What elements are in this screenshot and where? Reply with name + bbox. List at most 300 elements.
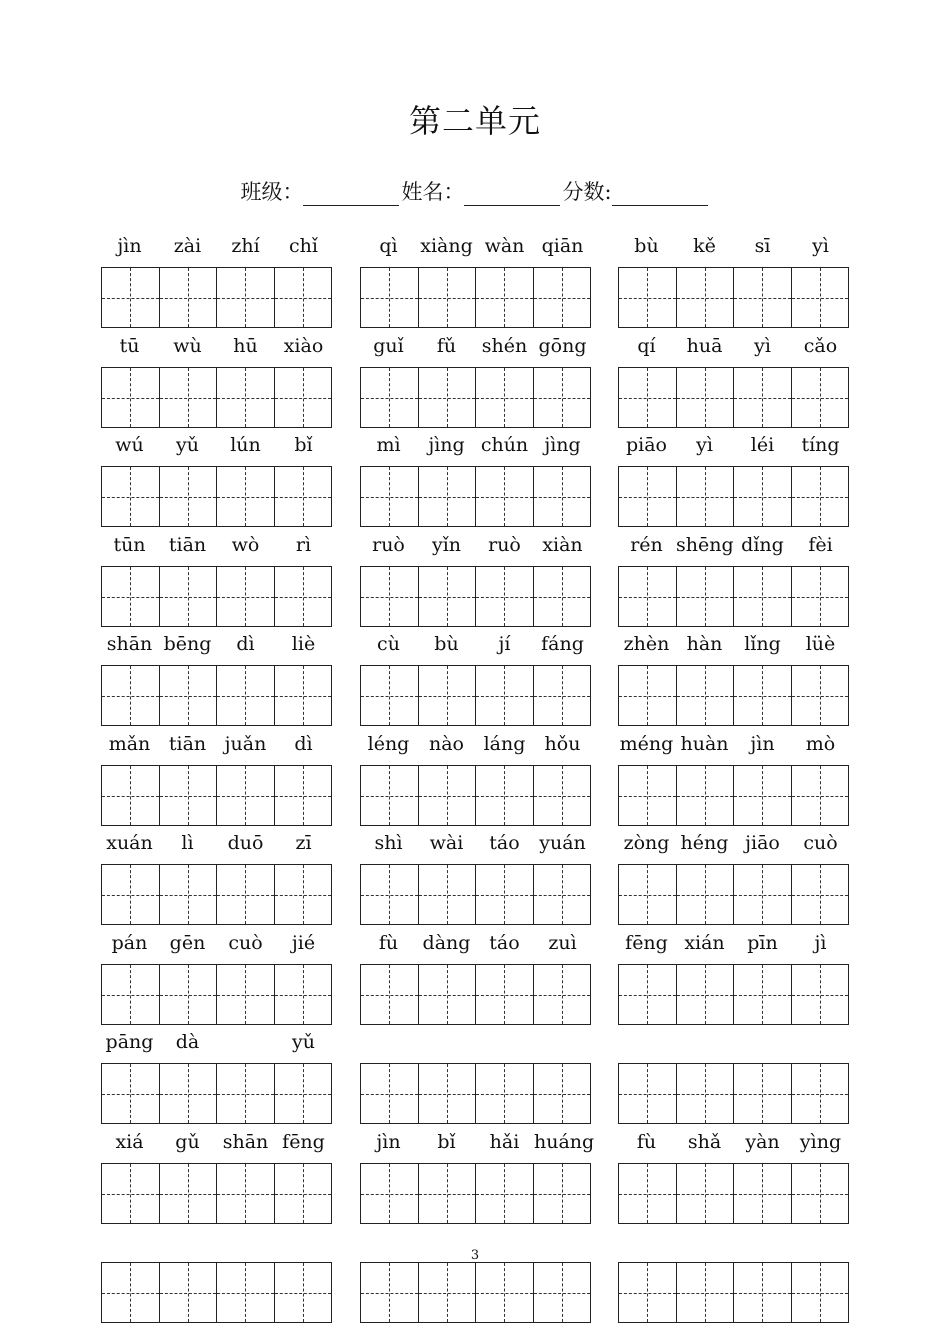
pinyin-syllable: dì: [294, 733, 313, 755]
writing-cell[interactable]: [216, 1064, 274, 1123]
pinyin-syllable: mò: [805, 733, 836, 755]
pinyin-syllable: pán: [111, 932, 148, 954]
tianzige-grid: [618, 1163, 849, 1224]
pinyin-syllable: hǒu: [544, 733, 581, 755]
pinyin-syllable: fù: [378, 932, 399, 954]
writing-cell[interactable]: [159, 965, 217, 1024]
tianzige-grid: [618, 864, 849, 925]
writing-cell[interactable]: [274, 766, 332, 825]
writing-cell[interactable]: [791, 368, 849, 427]
writing-cell[interactable]: [102, 1164, 159, 1223]
pinyin-group: [360, 233, 591, 257]
writing-cell[interactable]: [102, 965, 159, 1024]
pinyin-group: [101, 631, 332, 655]
tianzige-grid: [618, 665, 849, 726]
pinyin-syllable: fēng: [282, 1131, 325, 1153]
pinyin-syllable: cuò: [228, 932, 263, 954]
pinyin-syllable: fēng: [625, 932, 668, 954]
writing-cell[interactable]: [733, 567, 791, 626]
pinyin-group: [101, 1129, 332, 1153]
writing-cell[interactable]: [475, 865, 533, 924]
pinyin-syllable: xiàng: [420, 235, 473, 257]
writing-cell[interactable]: [619, 965, 676, 1024]
pinyin-syllable: shǎ: [687, 1131, 722, 1153]
writing-cell[interactable]: [791, 1064, 849, 1123]
writing-cell[interactable]: [791, 1263, 849, 1322]
pinyin-group: [618, 333, 849, 357]
pinyin-syllable: ruò: [488, 534, 521, 556]
writing-cell[interactable]: [619, 1064, 676, 1123]
writing-cell[interactable]: [676, 766, 734, 825]
pinyin-group: [360, 1029, 591, 1053]
pinyin-syllable: gēn: [169, 932, 206, 954]
pinyin-group: [618, 731, 849, 755]
pinyin-syllable: jìn: [376, 1131, 401, 1153]
writing-cell[interactable]: [733, 666, 791, 725]
writing-cell[interactable]: [676, 567, 734, 626]
writing-cell[interactable]: [418, 865, 476, 924]
writing-cell[interactable]: [676, 1164, 734, 1223]
pinyin-syllable: huáng: [534, 1131, 595, 1153]
tianzige-grid: [101, 1163, 332, 1224]
writing-cell[interactable]: [361, 567, 418, 626]
writing-cell[interactable]: [159, 567, 217, 626]
writing-cell[interactable]: [418, 467, 476, 526]
pinyin-syllable: tíng: [801, 434, 840, 456]
writing-cell[interactable]: [216, 666, 274, 725]
writing-cell[interactable]: [159, 368, 217, 427]
writing-cell[interactable]: [418, 567, 476, 626]
pinyin-syllable: shēng: [676, 534, 734, 556]
pinyin-syllable: dǐng: [741, 534, 784, 556]
pinyin-group: [360, 830, 591, 854]
writing-cell[interactable]: [159, 268, 217, 327]
pinyin-syllable: jìng: [544, 434, 581, 456]
pinyin-syllable: mì: [376, 434, 401, 456]
writing-cell[interactable]: [475, 666, 533, 725]
pinyin-syllable: gōng: [538, 335, 587, 357]
tianzige-grid: [360, 566, 591, 627]
writing-cell[interactable]: [102, 666, 159, 725]
tianzige-grid: [101, 466, 332, 527]
tianzige-grid: [618, 765, 849, 826]
writing-cell[interactable]: [361, 1164, 418, 1223]
writing-cell[interactable]: [533, 666, 591, 725]
writing-cell[interactable]: [533, 1164, 591, 1223]
pinyin-syllable: nào: [428, 733, 464, 755]
writing-cell[interactable]: [361, 965, 418, 1024]
writing-cell[interactable]: [533, 1263, 591, 1322]
writing-cell[interactable]: [102, 567, 159, 626]
page-number: 3: [470, 1248, 480, 1263]
writing-cell[interactable]: [676, 467, 734, 526]
pinyin-syllable: yì: [696, 434, 713, 456]
writing-cell[interactable]: [533, 965, 591, 1024]
tianzige-grid: [360, 864, 591, 925]
pinyin-syllable: duō: [227, 832, 264, 854]
pinyin-syllable: shì: [374, 832, 403, 854]
writing-cell[interactable]: [619, 567, 676, 626]
tianzige-grid: [360, 665, 591, 726]
pinyin-syllable: jié: [291, 932, 316, 954]
writing-cell[interactable]: [791, 268, 849, 327]
tianzige-grid: [101, 765, 332, 826]
writing-cell[interactable]: [791, 965, 849, 1024]
pinyin-group: [101, 532, 332, 556]
writing-cell[interactable]: [791, 1164, 849, 1223]
writing-cell[interactable]: [418, 268, 476, 327]
writing-cell[interactable]: [619, 666, 676, 725]
writing-cell[interactable]: [791, 666, 849, 725]
writing-cell[interactable]: [676, 1263, 734, 1322]
pinyin-syllable: huā: [686, 335, 723, 357]
pinyin-syllable: jiāo: [745, 832, 780, 854]
writing-cell[interactable]: [274, 368, 332, 427]
writing-cell[interactable]: [159, 467, 217, 526]
writing-cell[interactable]: [418, 368, 476, 427]
pinyin-group: [618, 631, 849, 655]
pinyin-syllable: jìn: [750, 733, 775, 755]
writing-cell[interactable]: [102, 467, 159, 526]
pinyin-syllable: yuán: [539, 832, 586, 854]
pinyin-syllable: huàn: [680, 733, 729, 755]
pinyin-syllable: guǐ: [373, 335, 404, 357]
page-title: 第二单元: [408, 102, 541, 140]
pinyin-syllable: zuì: [548, 932, 577, 954]
pinyin-syllable: rì: [295, 534, 312, 556]
class-blank[interactable]: [303, 183, 399, 206]
writing-cell[interactable]: [619, 1164, 676, 1223]
tianzige-grid: [360, 1163, 591, 1224]
pinyin-syllable: zī: [295, 832, 312, 854]
pinyin-syllable: yàn: [745, 1131, 780, 1153]
pinyin-syllable: jìn: [117, 235, 142, 257]
writing-cell[interactable]: [676, 666, 734, 725]
writing-cell[interactable]: [274, 1164, 332, 1223]
pinyin-syllable: xiào: [283, 335, 324, 357]
pinyin-group: [360, 1129, 595, 1153]
pinyin-syllable: tiān: [168, 534, 207, 556]
pinyin-syllable: héng: [680, 832, 729, 854]
pinyin-group: [618, 233, 849, 257]
pinyin-group: [101, 830, 332, 854]
writing-cell[interactable]: [475, 1064, 533, 1123]
tianzige-grid: [360, 466, 591, 527]
tianzige-grid: [101, 566, 332, 627]
student-info-line: [0, 176, 950, 206]
writing-cell[interactable]: [418, 1064, 476, 1123]
writing-cell[interactable]: [475, 1164, 533, 1223]
writing-cell[interactable]: [733, 865, 791, 924]
pinyin-group: [360, 333, 591, 357]
writing-cell[interactable]: [102, 1263, 159, 1322]
writing-cell[interactable]: [361, 368, 418, 427]
tianzige-grid: [618, 466, 849, 527]
pinyin-syllable: piāo: [625, 434, 667, 456]
pinyin-syllable: chún: [480, 434, 529, 456]
writing-cell[interactable]: [274, 965, 332, 1024]
pinyin-syllable: pāng: [105, 1031, 154, 1053]
writing-cell[interactable]: [791, 865, 849, 924]
pinyin-syllable: bǐ: [294, 434, 313, 456]
pinyin-syllable: méng: [619, 733, 674, 755]
writing-cell[interactable]: [733, 965, 791, 1024]
pinyin-syllable: jìng: [428, 434, 465, 456]
writing-cell[interactable]: [533, 1064, 591, 1123]
pinyin-group: [360, 432, 591, 456]
writing-cell[interactable]: [102, 268, 159, 327]
pinyin-syllable: lüè: [805, 633, 836, 655]
writing-cell[interactable]: [159, 1164, 217, 1223]
writing-cell[interactable]: [533, 467, 591, 526]
pinyin-syllable: fáng: [541, 633, 584, 655]
writing-cell[interactable]: [216, 1263, 274, 1322]
pinyin-syllable: cǎo: [803, 335, 838, 357]
writing-cell[interactable]: [216, 467, 274, 526]
pinyin-syllable: wù: [173, 335, 202, 357]
pinyin-syllable: yǔ: [176, 434, 199, 456]
writing-cell[interactable]: [274, 567, 332, 626]
pinyin-group: [101, 333, 332, 357]
pinyin-syllable: xiá: [115, 1131, 144, 1153]
writing-cell[interactable]: [159, 1263, 217, 1322]
pinyin-syllable: hàn: [686, 633, 723, 655]
pinyin-syllable: liè: [291, 633, 316, 655]
writing-cell[interactable]: [791, 766, 849, 825]
writing-cell[interactable]: [361, 1263, 418, 1322]
pinyin-syllable: pīn: [747, 932, 778, 954]
writing-cell[interactable]: [216, 865, 274, 924]
writing-cell[interactable]: [361, 865, 418, 924]
writing-cell[interactable]: [418, 1164, 476, 1223]
tianzige-grid: [618, 1262, 849, 1323]
score-blank[interactable]: [612, 183, 708, 206]
pinyin-syllable: fù: [636, 1131, 657, 1153]
writing-cell[interactable]: [475, 766, 533, 825]
writing-cell[interactable]: [733, 1064, 791, 1123]
tianzige-grid: [618, 964, 849, 1025]
tianzige-grid: [101, 1063, 332, 1124]
writing-cell[interactable]: [418, 1263, 476, 1322]
writing-cell[interactable]: [619, 268, 676, 327]
pinyin-syllable: táo: [489, 932, 520, 954]
pinyin-syllable: hǎi: [489, 1131, 520, 1153]
pinyin-syllable: yǔ: [292, 1031, 315, 1053]
writing-cell[interactable]: [733, 1263, 791, 1322]
pinyin-group: [618, 930, 849, 954]
writing-cell[interactable]: [791, 467, 849, 526]
pinyin-syllable: zhí: [231, 235, 260, 257]
writing-cell[interactable]: [475, 567, 533, 626]
writing-cell[interactable]: [676, 368, 734, 427]
writing-cell[interactable]: [475, 368, 533, 427]
tianzige-grid: [360, 267, 591, 328]
writing-cell[interactable]: [619, 467, 676, 526]
pinyin-group: [101, 731, 332, 755]
pinyin-group: [101, 1029, 332, 1053]
writing-cell[interactable]: [274, 865, 332, 924]
writing-cell[interactable]: [361, 467, 418, 526]
pinyin-syllable: tū: [119, 335, 140, 357]
pinyin-syllable: bù: [634, 235, 659, 257]
pinyin-group: [618, 830, 849, 854]
pinyin-syllable: qì: [379, 235, 398, 257]
writing-cell[interactable]: [159, 666, 217, 725]
pinyin-syllable: láng: [483, 733, 526, 755]
pinyin-group: [101, 432, 332, 456]
writing-cell[interactable]: [676, 965, 734, 1024]
writing-cell[interactable]: [475, 1263, 533, 1322]
writing-cell[interactable]: [274, 1064, 332, 1123]
pinyin-syllable: jì: [814, 932, 827, 954]
tianzige-grid: [101, 367, 332, 428]
pinyin-syllable: zài: [173, 235, 202, 257]
pinyin-syllable: xián: [684, 932, 725, 954]
pinyin-group: [360, 631, 591, 655]
pinyin-syllable: shān: [106, 633, 153, 655]
writing-cell[interactable]: [533, 567, 591, 626]
writing-cell[interactable]: [159, 1064, 217, 1123]
writing-cell[interactable]: [533, 368, 591, 427]
writing-cell[interactable]: [159, 865, 217, 924]
tianzige-grid: [101, 665, 332, 726]
writing-cell[interactable]: [475, 467, 533, 526]
writing-cell[interactable]: [733, 467, 791, 526]
writing-cell[interactable]: [216, 1164, 274, 1223]
writing-cell[interactable]: [676, 865, 734, 924]
tianzige-grid: [618, 1063, 849, 1124]
pinyin-group: [618, 532, 849, 556]
pinyin-syllable: yǐn: [431, 534, 462, 556]
pinyin-syllable: léng: [367, 733, 410, 755]
writing-cell[interactable]: [274, 1263, 332, 1322]
pinyin-syllable: zhèn: [623, 633, 670, 655]
writing-cell[interactable]: [418, 965, 476, 1024]
pinyin-syllable: chǐ: [289, 235, 318, 257]
pinyin-syllable: wài: [429, 832, 464, 854]
writing-cell[interactable]: [216, 268, 274, 327]
pinyin-syllable: juǎn: [224, 733, 267, 755]
class-label: 班级：: [240, 180, 304, 204]
pinyin-group: [101, 233, 332, 257]
pinyin-syllable: kě: [693, 235, 716, 257]
writing-cell[interactable]: [361, 766, 418, 825]
writing-cell[interactable]: [475, 268, 533, 327]
tianzige-grid: [101, 1262, 332, 1323]
name-blank[interactable]: [464, 183, 560, 206]
pinyin-syllable: lì: [181, 832, 194, 854]
pinyin-group: [360, 532, 591, 556]
writing-cell[interactable]: [733, 268, 791, 327]
pinyin-syllable: cù: [377, 633, 400, 655]
pinyin-syllable: hū: [233, 335, 258, 357]
writing-cell[interactable]: [216, 368, 274, 427]
pinyin-syllable: ruò: [372, 534, 405, 556]
pinyin-group: [618, 432, 849, 456]
writing-cell[interactable]: [619, 865, 676, 924]
tianzige-grid: [360, 765, 591, 826]
writing-cell[interactable]: [216, 965, 274, 1024]
writing-cell[interactable]: [733, 368, 791, 427]
writing-cell[interactable]: [102, 1064, 159, 1123]
writing-cell[interactable]: [533, 268, 591, 327]
pinyin-syllable: wò: [231, 534, 260, 556]
pinyin-group: [360, 731, 591, 755]
writing-cell[interactable]: [274, 467, 332, 526]
name-label: 姓名：: [401, 180, 465, 204]
writing-cell[interactable]: [102, 368, 159, 427]
pinyin-syllable: tiān: [168, 733, 207, 755]
pinyin-syllable: wú: [115, 434, 144, 456]
pinyin-group: [101, 930, 332, 954]
pinyin-syllable: yìng: [799, 1131, 842, 1153]
writing-cell[interactable]: [733, 1164, 791, 1223]
writing-cell[interactable]: [361, 268, 418, 327]
tianzige-grid: [101, 267, 332, 328]
pinyin-syllable: xuán: [106, 832, 153, 854]
writing-cell[interactable]: [274, 268, 332, 327]
writing-cell[interactable]: [361, 666, 418, 725]
tianzige-grid: [618, 566, 849, 627]
score-label: 分数:: [562, 180, 612, 204]
writing-cell[interactable]: [274, 666, 332, 725]
pinyin-syllable: jí: [498, 633, 511, 655]
pinyin-syllable: dì: [236, 633, 255, 655]
tianzige-grid: [360, 964, 591, 1025]
pinyin-group: [618, 1129, 849, 1153]
pinyin-syllable: tūn: [113, 534, 146, 556]
pinyin-syllable: zòng: [623, 832, 670, 854]
pinyin-syllable: sī: [754, 235, 771, 257]
pinyin-syllable: mǎn: [108, 733, 151, 755]
writing-cell[interactable]: [791, 567, 849, 626]
pinyin-syllable: léi: [750, 434, 775, 456]
pinyin-syllable: xiàn: [542, 534, 583, 556]
tianzige-grid: [101, 864, 332, 925]
writing-cell[interactable]: [475, 965, 533, 1024]
pinyin-syllable: lǐng: [744, 633, 781, 655]
writing-cell[interactable]: [159, 766, 217, 825]
writing-cell[interactable]: [619, 1263, 676, 1322]
writing-cell[interactable]: [216, 567, 274, 626]
writing-cell[interactable]: [102, 766, 159, 825]
pinyin-syllable: bǐ: [437, 1131, 456, 1153]
writing-cell[interactable]: [676, 268, 734, 327]
writing-cell[interactable]: [102, 865, 159, 924]
writing-cell[interactable]: [216, 766, 274, 825]
writing-cell[interactable]: [418, 766, 476, 825]
pinyin-group: [360, 930, 591, 954]
writing-cell[interactable]: [733, 766, 791, 825]
pinyin-syllable: wàn: [484, 235, 525, 257]
writing-cell[interactable]: [619, 766, 676, 825]
pinyin-syllable: bù: [434, 633, 459, 655]
pinyin-syllable: qí: [637, 335, 656, 357]
writing-cell[interactable]: [676, 1064, 734, 1123]
tianzige-grid: [360, 1063, 591, 1124]
pinyin-syllable: dàng: [422, 932, 471, 954]
writing-cell[interactable]: [619, 368, 676, 427]
writing-cell[interactable]: [533, 766, 591, 825]
writing-cell[interactable]: [533, 865, 591, 924]
pinyin-syllable: shén: [481, 335, 528, 357]
pinyin-syllable: bēng: [163, 633, 212, 655]
pinyin-syllable: qiān: [541, 235, 584, 257]
writing-cell[interactable]: [418, 666, 476, 725]
writing-cell[interactable]: [361, 1064, 418, 1123]
pinyin-syllable: fèi: [808, 534, 833, 556]
pinyin-syllable: táo: [489, 832, 520, 854]
